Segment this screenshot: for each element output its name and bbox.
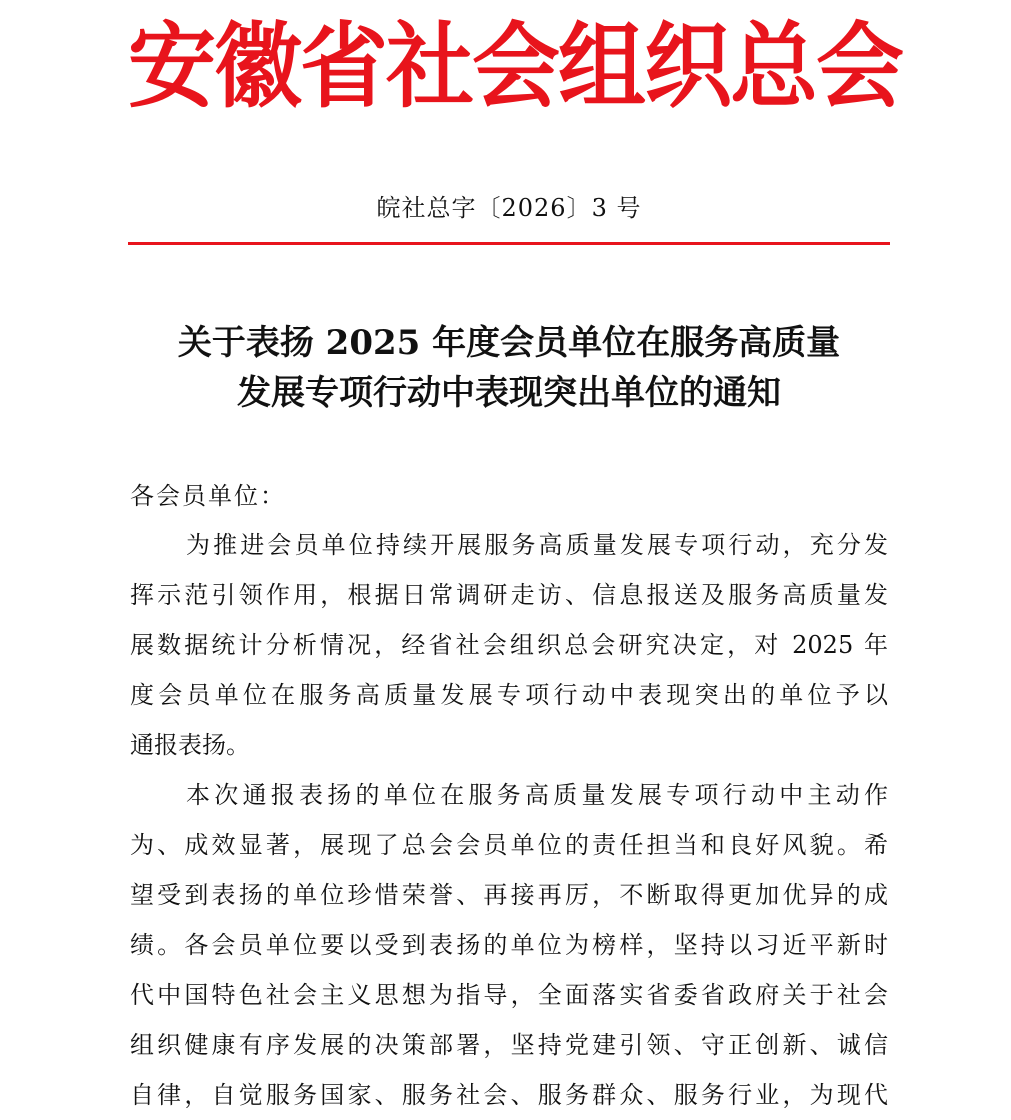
paragraph-line: 组织健康有序发展的决策部署，坚持党建引领、守正创新、诚信 [130, 1031, 888, 1059]
paragraph-line: 自律，自觉服务国家、服务社会、服务群众、服务行业，为现代 [130, 1081, 888, 1109]
paragraph-line: 绩。各会员单位要以受到表扬的单位为榜样，坚持以习近平新时 [130, 931, 888, 959]
paragraph-2 [130, 770, 888, 1120]
paragraph-line: 为、成效显著，展现了总会会员单位的责任担当和良好风貌。希 [130, 831, 888, 859]
paragraph-line: 代中国特色社会主义思想为指导，全面落实省委省政府关于社会 [130, 981, 888, 1009]
paragraph-line: 本次通报表扬的单位在服务高质量发展专项行动中主动作 [186, 781, 888, 809]
paragraph-1 [130, 520, 888, 770]
paragraph-line: 通报表扬。 [130, 731, 250, 759]
paragraph-line: 度会员单位在服务高质量发展专项行动中表现突出的单位予以 [130, 681, 888, 709]
document-number: 皖社总字〔2026〕3 号 [376, 194, 642, 222]
masthead-organization-name: 安徽省社会组织总会 [128, 11, 903, 121]
document-title [128, 318, 890, 418]
paragraph-line: 挥示范引领作用，根据日常调研走访、信息报送及服务高质量发 [130, 581, 888, 609]
paragraph-line: 为推进会员单位持续开展服务高质量发展专项行动，充分发 [186, 531, 888, 559]
paragraph-line: 望受到表扬的单位珍惜荣誉、再接再厉，不断取得更加优异的成 [130, 881, 888, 909]
title-line-1: 关于表扬 2025 年度会员单位在服务高质量 [177, 323, 841, 363]
salutation: 各会员单位： [130, 482, 286, 510]
title-line-2: 发展专项行动中表现突出单位的通知 [237, 373, 781, 413]
red-divider-line [128, 242, 890, 245]
paragraph-line: 展数据统计分析情况，经省社会组织总会研究决定，对 2025 年 [130, 631, 888, 659]
